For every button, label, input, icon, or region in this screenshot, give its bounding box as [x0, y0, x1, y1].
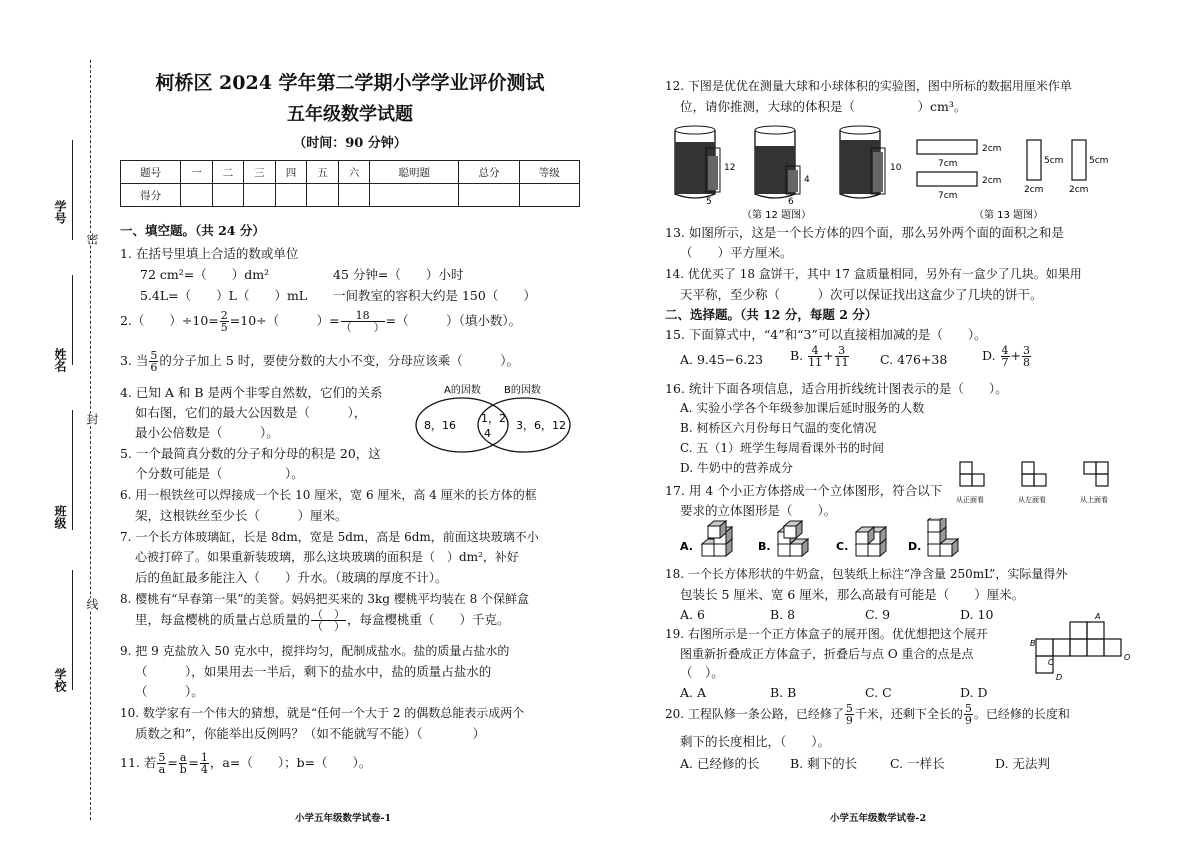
score-table-score-row: [121, 184, 580, 207]
q20-line1: [665, 703, 1070, 726]
q13-caption: （第 13 题图）: [974, 210, 1044, 221]
q16-option-b[interactable]: B. 柯桥区六月份每日气温的变化情况: [680, 421, 877, 435]
q13-face-2: [917, 172, 977, 186]
q13-face3-height: 5cm: [1044, 156, 1064, 166]
fraction-denominator: 9: [964, 714, 972, 727]
fraction-denominator: b: [179, 763, 187, 776]
q17-line1: 17. 用 4 个小正方体搭成一个立体图形，符合以下: [665, 483, 943, 498]
binding-line-2: [72, 275, 73, 365]
net-point-a: A: [1095, 612, 1101, 621]
q19-option-c[interactable]: C. C: [865, 685, 892, 700]
venn-label-b: B的因数: [504, 385, 541, 396]
fraction-denominator: （ ）: [340, 321, 385, 334]
q4-line1: 4. 已知 A 和 B 是两个非零自然数，它们的关系: [120, 385, 383, 400]
q12-experiment-figure: [670, 118, 940, 223]
fold-dashed-line: [90, 60, 91, 820]
q18-option-d[interactable]: D. 10: [960, 607, 994, 622]
q13-face3-width: 2cm: [1024, 185, 1044, 195]
q12-label-5: 5: [706, 197, 712, 207]
q15-option-d-label: D.: [982, 348, 996, 363]
score-table: [120, 160, 580, 207]
q9-line2: （ ），如果用去一半后，剩下的盐水中，盐的质量占盐水的: [135, 664, 492, 679]
fraction-numerator: 4: [1001, 344, 1009, 357]
q17-views-figure: [950, 458, 1140, 508]
score-input-cell[interactable]: [212, 184, 244, 207]
q17-option-d[interactable]: [908, 518, 958, 556]
fraction-denominator: a: [158, 763, 166, 776]
net-point-o: O: [1124, 653, 1131, 662]
binding-line-1: [72, 140, 73, 240]
q17-option-c[interactable]: [836, 527, 886, 556]
front-view-icon: [960, 462, 984, 486]
venn-middle-values: 1，2，: [481, 412, 517, 425]
net-point-b: B: [1030, 639, 1036, 648]
q13-face4-width: 2cm: [1069, 185, 1089, 195]
score-cell: 四: [275, 161, 307, 184]
q20-option-d[interactable]: D. 无法判: [995, 756, 1051, 771]
score-input-cell[interactable]: [370, 184, 459, 207]
q20-part3: 。已经修的长度和: [973, 707, 1070, 721]
q19-option-d[interactable]: D. D: [960, 685, 988, 700]
q1-line2b: 一间教室的容积大约是 150（ ）: [333, 288, 536, 303]
page-title: 柯桥区 2024 学年第二学期小学学业评价测试: [155, 72, 545, 94]
q11-part2: ，a=（ ）；b=（ ）。: [209, 755, 372, 770]
left-view-label: 从左面看: [1018, 496, 1046, 504]
fraction-denominator: 7: [1001, 356, 1009, 369]
q20-option-a[interactable]: A. 已经修的长: [680, 756, 760, 771]
score-cell: 总分: [459, 161, 519, 184]
q6-line1: 6. 用一根铁丝可以焊接成一个长 10 厘米，宽 6 厘米，高 4 厘米的长方体的框: [120, 488, 537, 502]
q4-line2: 如右图，它们的最大公因数是（ ），: [135, 405, 367, 420]
q20-part1: 20. 工程队修一条公路，已经修了: [665, 707, 844, 721]
q11-fraction1: [157, 752, 166, 775]
q17-option-a-label: A.: [680, 540, 693, 553]
q19-cube-net-figure: [1030, 610, 1140, 682]
section2-heading: 二、选择题。（共 12 分，每题 2 分）: [665, 307, 878, 322]
q15-option-b-label: B.: [790, 348, 804, 363]
q14-line2: 天平称，至少称（ ）次可以保证找出这盒少了几块的饼干。: [680, 287, 1043, 302]
q8-part2: ，每盒樱桃重（ ）千克。: [347, 612, 510, 627]
net-point-d: D: [1056, 673, 1063, 682]
q2-part2: =10÷（ ）=: [229, 313, 340, 328]
fraction-numerator: 4: [808, 345, 822, 357]
footer-left: 小学五年级数学试卷-1: [295, 813, 392, 824]
fraction-numerator: 5: [150, 349, 158, 362]
venn-left-values: 8，16: [424, 419, 456, 432]
q13-face-3: [1027, 140, 1041, 180]
student-id-label: 学号: [53, 200, 67, 224]
q15-stem: 15. 下面算式中，“4”和“3”可以直接相加减的是（ ）。: [665, 327, 987, 342]
q20-line2: 剩下的长度相比，（ ）。: [680, 734, 831, 749]
score-input-cell[interactable]: [244, 184, 276, 207]
q15-option-a[interactable]: A. 9.45−6.23: [680, 352, 764, 367]
q20-fraction2: [964, 703, 973, 726]
q13-faces-figure: [912, 132, 1132, 222]
front-view-label: 从正面看: [956, 496, 984, 504]
fraction-denominator: （ ）: [312, 620, 346, 633]
q16-stem: 16. 统计下面各项信息，适合用折线统计图表示的是（ ）。: [665, 381, 1008, 396]
venn-middle-values-2: 4: [484, 427, 491, 440]
score-cell: 五: [307, 161, 339, 184]
fraction-numerator: 2: [220, 309, 228, 322]
q13-face1-width: 7cm: [938, 159, 958, 169]
q12-caption: （第 12 题图）: [742, 210, 812, 221]
option-fraction: [808, 345, 822, 368]
fraction-denominator: 8: [1023, 356, 1031, 369]
q11-fraction2: [179, 752, 188, 775]
score-row-label: 得分: [121, 184, 181, 207]
score-cell: 题号: [121, 161, 181, 184]
fold-mark-line: 线: [85, 598, 99, 610]
page-subtitle: 五年级数学试题: [287, 104, 413, 125]
q15-option-c[interactable]: C. 476+38: [880, 352, 948, 367]
q2-fraction1: [220, 310, 229, 333]
q5-line2: 个分数可能是（ ）。: [135, 466, 304, 481]
q5-line1: 5. 一个最简真分数的分子和分母的积是 20，这: [120, 446, 381, 461]
score-cell: 三: [244, 161, 276, 184]
q8-line2: [135, 609, 510, 632]
option-fraction: [835, 345, 849, 368]
q10-line2: 质数之和”，你能举出反例吗？（如不能就写不能）（ ）: [135, 726, 486, 741]
school-label: 学校: [53, 668, 67, 692]
q15-option-d[interactable]: [982, 345, 1032, 368]
plus-sign: +: [1010, 348, 1022, 363]
fraction-denominator: 4: [200, 763, 208, 776]
q4-line3: 最小公倍数是（ ）。: [135, 425, 279, 440]
q11: 11. 若 $\frac{5}{a}$ = $\frac{a}{b}$ = $\frac{1}{4}$ ，a=（ ）；b=（ ）。: [120, 751, 372, 776]
q17-options-figure: [680, 518, 980, 560]
q19-line2: 图重新折叠成正方体盒子，折叠后与点 O 重合的点是点: [680, 647, 974, 661]
exam-time: （时间：90 分钟）: [293, 136, 407, 151]
q3-fraction: [149, 350, 158, 373]
score-cell: 一: [181, 161, 213, 184]
q9-line3: （ ）。: [135, 684, 204, 699]
q13-face1-height: 2cm: [982, 144, 1002, 154]
q12-label-10: 10: [890, 163, 902, 173]
q13-face-4: [1072, 140, 1086, 180]
fraction-numerator: 5: [845, 702, 853, 715]
fraction-numerator: 5: [158, 751, 166, 764]
q12-label-12: 12: [724, 163, 736, 173]
section1-heading: 一、填空题。（共 24 分）: [120, 223, 265, 238]
beaker-3: [840, 126, 885, 198]
q3-part1: 3. 当: [120, 353, 149, 368]
q13-face4-height: 5cm: [1089, 156, 1109, 166]
score-input-cell[interactable]: [459, 184, 519, 207]
fraction-denominator: 11: [808, 356, 823, 369]
fraction-denominator: 6: [150, 361, 158, 374]
option-fraction: [1001, 345, 1010, 368]
plus-sign: +: [823, 348, 834, 363]
score-cell: 聪明题: [370, 161, 459, 184]
q12-line2: 位，请你推测，大球的体积是（ ）cm³。: [680, 99, 967, 114]
class-label: 班级: [53, 505, 67, 529]
q6-line2: 架，这根铁丝至少长（ ）厘米。: [135, 508, 348, 523]
top-view-icon: [1084, 462, 1108, 486]
q17-option-d-label: D.: [908, 540, 922, 553]
q8-line1: 8. 樱桃有“早春第一果”的美誉。妈妈把买来的 3kg 樱桃平均装在 8 个保鲜盒: [120, 592, 530, 606]
q13-line2: （ ）平方厘米。: [680, 245, 793, 260]
q1-line2a: 5.4L=（ ）L（ ）mL: [140, 288, 308, 303]
beaker-2: [755, 126, 800, 198]
q14-line1: 14. 优优买了 18 盒饼干，其中 17 盒质量相同，另外有一盒少了几块。如果用: [665, 267, 1082, 281]
venn-label-a: A的因数: [444, 385, 481, 396]
score-table-header-row: [121, 161, 580, 184]
fold-mark-close: 封: [85, 413, 99, 425]
fraction-numerator: 3: [835, 345, 849, 357]
fraction-numerator: 1: [200, 751, 208, 764]
score-input-cell[interactable]: [307, 184, 339, 207]
q12-label-6: 6: [788, 197, 794, 207]
fraction-denominator: 11: [834, 356, 849, 369]
q7-line2: 心被打碎了。如果重新装玻璃，那么这块玻璃的面积是（ ）dm²，补好: [135, 550, 519, 564]
q18-line1: 18. 一个长方体形状的牛奶盒，包装纸上标注“净含量 250mL”，实际量得外: [665, 567, 1068, 581]
q16-option-d[interactable]: D. 牛奶中的营养成分: [680, 461, 793, 475]
q1-line1b: 45 分钟=（ ）小时: [333, 267, 464, 282]
score-input-cell[interactable]: [338, 184, 370, 207]
name-label: 姓名: [53, 348, 67, 372]
left-view-icon: [1022, 462, 1046, 486]
footer-right: 小学五年级数学试卷-2: [830, 813, 927, 824]
q17-option-b-label: B.: [758, 540, 771, 553]
q20-part2: 千米，还剩下全长的: [854, 707, 963, 721]
q12-label-4: 4: [804, 175, 810, 185]
q8-part1: 里，每盒樱桃的质量占总质量的: [135, 612, 311, 627]
q19-line3: （ ）。: [680, 665, 724, 680]
q20-option-c[interactable]: C. 一样长: [890, 756, 945, 771]
q1-line1a: 72 cm²=（ ）dm²: [140, 267, 270, 282]
score-input-cell[interactable]: [275, 184, 307, 207]
q19-option-b[interactable]: B. B: [770, 685, 797, 700]
fraction-numerator: 18: [341, 310, 385, 322]
q12-line1: 12. 下图是优优在测量大球和小球体积的实验图，图中所标的数据用厘米作单: [665, 79, 1072, 93]
q11-fraction3: [200, 752, 209, 775]
fraction-numerator: （ ）: [312, 608, 346, 621]
binding-line-4: [72, 570, 73, 690]
fraction-denominator: 5: [220, 321, 228, 334]
option-fraction: [1022, 345, 1031, 368]
fraction-denominator: 9: [845, 714, 853, 727]
q17-line2: 要求的立体图形是（ ）。: [680, 503, 837, 518]
fraction-numerator: 5: [964, 702, 972, 715]
q10-line1: 10. 数学家有一个伟大的猜想，就是“任何一个大于 2 的偶数总能表示成两个: [120, 706, 525, 720]
q2-fraction2: [341, 310, 385, 333]
q18-option-c[interactable]: C. 9: [865, 607, 891, 622]
q19-option-a[interactable]: A. A: [680, 685, 707, 700]
q1-stem: 1. 在括号里填上合适的数或单位: [120, 246, 299, 261]
score-cell: 二: [212, 161, 244, 184]
top-view-label: 从上面看: [1080, 496, 1108, 504]
q18-option-a[interactable]: A. 6: [680, 607, 705, 622]
q7-line3: 后的鱼缸最多能注入（ ）升水。（玻璃的厚度不计）。: [135, 570, 448, 585]
score-cell: 等级: [519, 161, 579, 184]
fraction-numerator: 3: [1023, 344, 1031, 357]
q18-line2: 包装长 5 厘米、宽 6 厘米，那么高最有可能是（ ）厘米。: [680, 587, 1025, 602]
q13-face2-width: 7cm: [938, 191, 958, 201]
q20-fraction1: [845, 703, 854, 726]
q9-line1: 9. 把 9 克盐放入 50 克水中，搅拌均匀，配制成盐水。盐的质量占盐水的: [120, 644, 510, 658]
score-input-cell[interactable]: [519, 184, 579, 207]
net-point-c: C: [1048, 658, 1054, 667]
q3-part2: 的分子加上 5 时，要使分数的大小不变，分母应该乘（ ）。: [159, 353, 520, 368]
q19-line1: 19. 右图所示是一个正方体盒子的展开图。优优想把这个展开: [665, 627, 988, 641]
q16-option-a[interactable]: A. 实验小学各个年级参加课后延时服务的人数: [680, 401, 925, 415]
q2-part1: 2.（ ）÷10=: [120, 313, 219, 328]
q15-option-b[interactable]: [790, 345, 850, 368]
q13-line1: 13. 如图所示，这是一个长方体的四个面，那么另外两个面的面积之和是: [665, 225, 1064, 240]
q3: [120, 350, 519, 373]
q17-option-b[interactable]: [758, 521, 808, 556]
venn-right-values: 3，6，12: [516, 419, 566, 432]
q11-part1: 11. 若: [120, 755, 157, 770]
q2: [120, 310, 521, 333]
fraction-numerator: a: [179, 751, 187, 764]
q17-option-c-label: C.: [836, 540, 849, 553]
score-cell: 六: [338, 161, 370, 184]
q20-option-b[interactable]: B. 剩下的长: [790, 756, 858, 771]
score-input-cell[interactable]: [181, 184, 213, 207]
q4-venn-diagram: [412, 380, 582, 460]
fold-mark-seal: 密: [85, 233, 99, 245]
binding-line-3: [72, 410, 73, 530]
q2-part3: =（ ）（填小数）。: [385, 313, 522, 328]
q8-fraction: [311, 609, 346, 632]
q18-option-b[interactable]: B. 8: [770, 607, 796, 622]
q7-line1: 7. 一个长方体玻璃缸，长是 8dm，宽是 5dm，高是 6dm，前面这块玻璃不小: [120, 530, 539, 544]
q17-option-a[interactable]: [680, 521, 732, 556]
beaker-1: [675, 126, 720, 198]
q16-option-c[interactable]: C. 五（1）班学生每周看课外书的时间: [680, 441, 885, 455]
q13-face-1: [917, 140, 977, 154]
q13-face2-height: 2cm: [982, 176, 1002, 186]
